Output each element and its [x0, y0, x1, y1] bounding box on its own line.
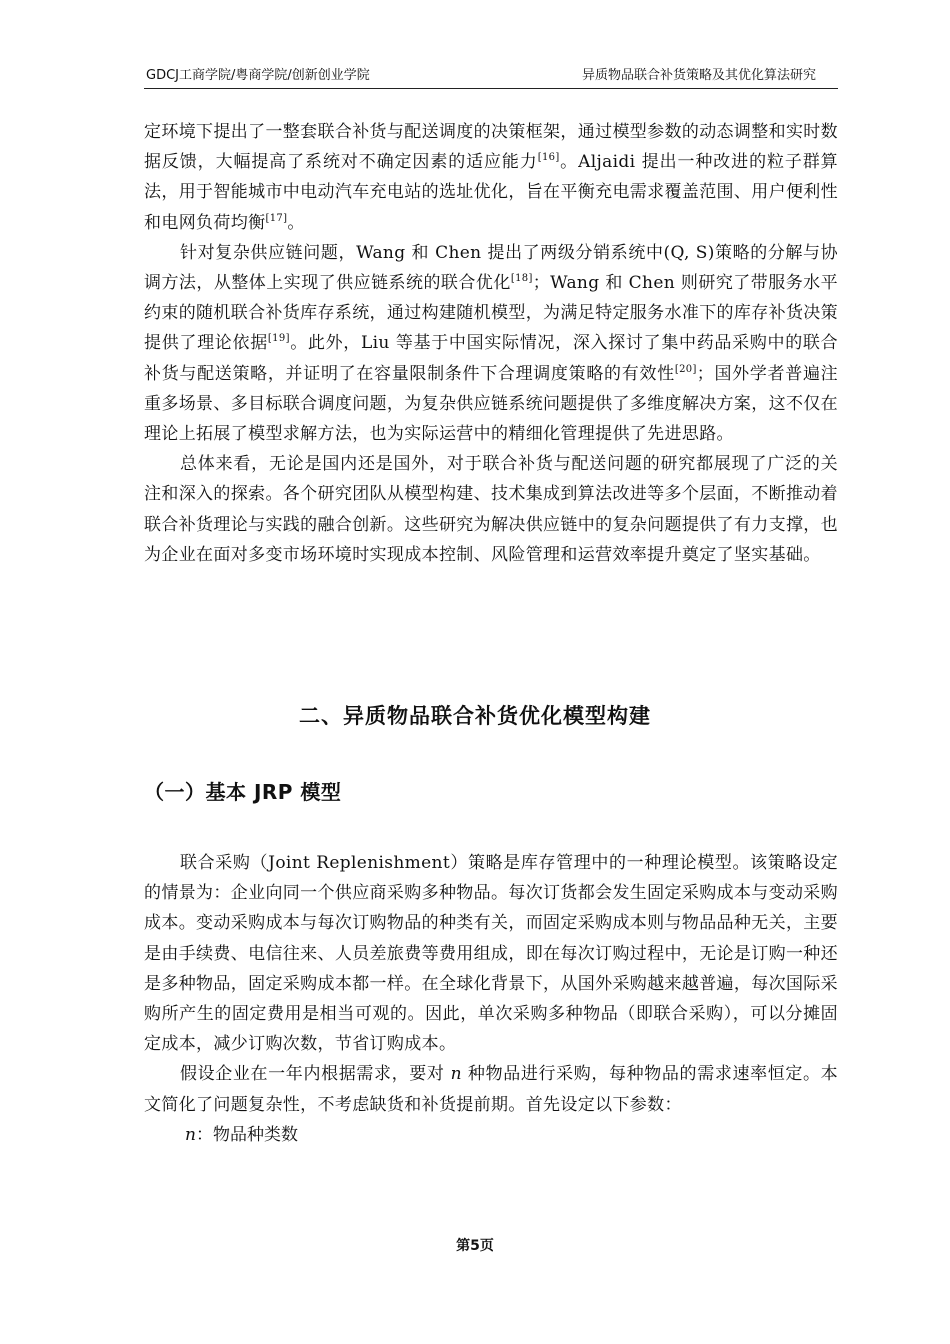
paragraph-text: 定环境下提出了一整套联合补货与配送调度的决策框架，通过模型参数的动态调整和实时数据反馈，大幅提高了系统对不确定因素的适应能力: [144, 122, 838, 173]
paragraph-text: 假设企业在一年内根据需求，要对: [180, 1064, 451, 1085]
page-header: [144, 66, 838, 89]
parameter-symbol: n: [185, 1124, 196, 1145]
parameter-definition: [144, 1120, 838, 1150]
paragraph-text: 。: [287, 212, 305, 233]
citation-20: [20]: [674, 363, 697, 375]
parameter-description: ：物品种类数: [195, 1124, 298, 1145]
page-number: 第5页: [456, 1238, 494, 1254]
subsection-title: （一）基本 JRP 模型: [144, 780, 342, 804]
paragraph-text: ；Wang 和 Chen 则研究了带服务水平约束的随机联合补货库存系统，通过构建随机模型，为满足特定服务水准下的库存补货决策提供了理论依据: [144, 273, 838, 354]
paragraph-text: 针对复杂供应链问题，Wang 和 Chen 提出了两级分销系统中(Q, S)策略的分解与协调方法，从整体上实现了供应链系统的联合优化: [144, 242, 838, 294]
paragraph-text: ；国外学者普遍注重多场景、多目标联合调度问题，为复杂供应链系统问题提供了多维度解决方案，这不仅在理论上拓展了模型求解方法，也为实际运营中的精细化管理提供了先进思路。: [144, 363, 838, 445]
header-institution: GDCJ工商学院/粤商学院/创新创业学院: [146, 68, 370, 83]
body-text-top: [144, 117, 838, 570]
citation-18: [18]: [510, 273, 533, 285]
paragraph-text: 。Aljaidi 提出一种改进的粒子群算法，用于智能城市中电动汽车充电站的选址优化，旨在平衡充电需求覆盖范围、用户便利性和电网负荷均衡: [144, 152, 839, 233]
paragraph-1: [144, 117, 838, 238]
citation-16: [16]: [537, 152, 560, 164]
section-title: 二、异质物品联合补货优化模型构建: [299, 704, 651, 728]
variable-n: n: [450, 1064, 462, 1085]
citation-17: [17]: [265, 212, 288, 224]
paragraph-2: [144, 238, 838, 449]
citation-19: [19]: [267, 333, 290, 345]
paragraph-3: 总体来看，无论是国内还是国外，对于联合补货与配送问题的研究都展现了广泛的关注和深入的探索。各个研究团队从模型构建、技术集成到算法改进等多个层面，不断推动着联合补货理论与实践的融合创新。这些研究为解决供应链中的复杂问题提供了有力支撑，也为企业在面对多变市场环境时实现成本控制、风险管理和运营效率提升奠定了坚实基础。: [144, 454, 838, 565]
header-thesis-title: 异质物品联合补货策略及其优化算法研究: [581, 68, 816, 83]
paragraph-assumptions: [144, 1059, 838, 1119]
paragraph-text: 。此外，Liu 等基于中国实际情况，深入探讨了集中药品采购中的联合补货与配送策略，并证明了在容量限制条件下合理调度策略的有效性: [144, 333, 838, 384]
paragraph-jrp-intro: 联合采购（Joint Replenishment）策略是库存管理中的一种理论模型。该策略设定的情景为：企业向同一个供应商采购多种物品。每次订货都会发生固定采购成本与变动采购成本。变动采购成本与每次订购物品的种类有关，而固定采购成本则与物品品种无关，主要是由手续费、电信往来、人员差旅费等费用组成，即在每次订购过程中，无论是订购一种还是多种物品，固定采购成本都一样。在全球化背景下，从国外采购越来越普遍，每次国际采购所产生的固定费用是相当可观的。因此，单次采购多种物品（即联合采购），可以分摊固定成本，减少订购次数，节省订购成本。: [144, 853, 838, 1055]
body-text-section2: [144, 848, 838, 1150]
paragraph-text: 种物品进行采购，每种物品的需求速率恒定。本文简化了问题复杂性，不考虑缺货和补货提前期。首先设定以下参数：: [144, 1064, 838, 1115]
